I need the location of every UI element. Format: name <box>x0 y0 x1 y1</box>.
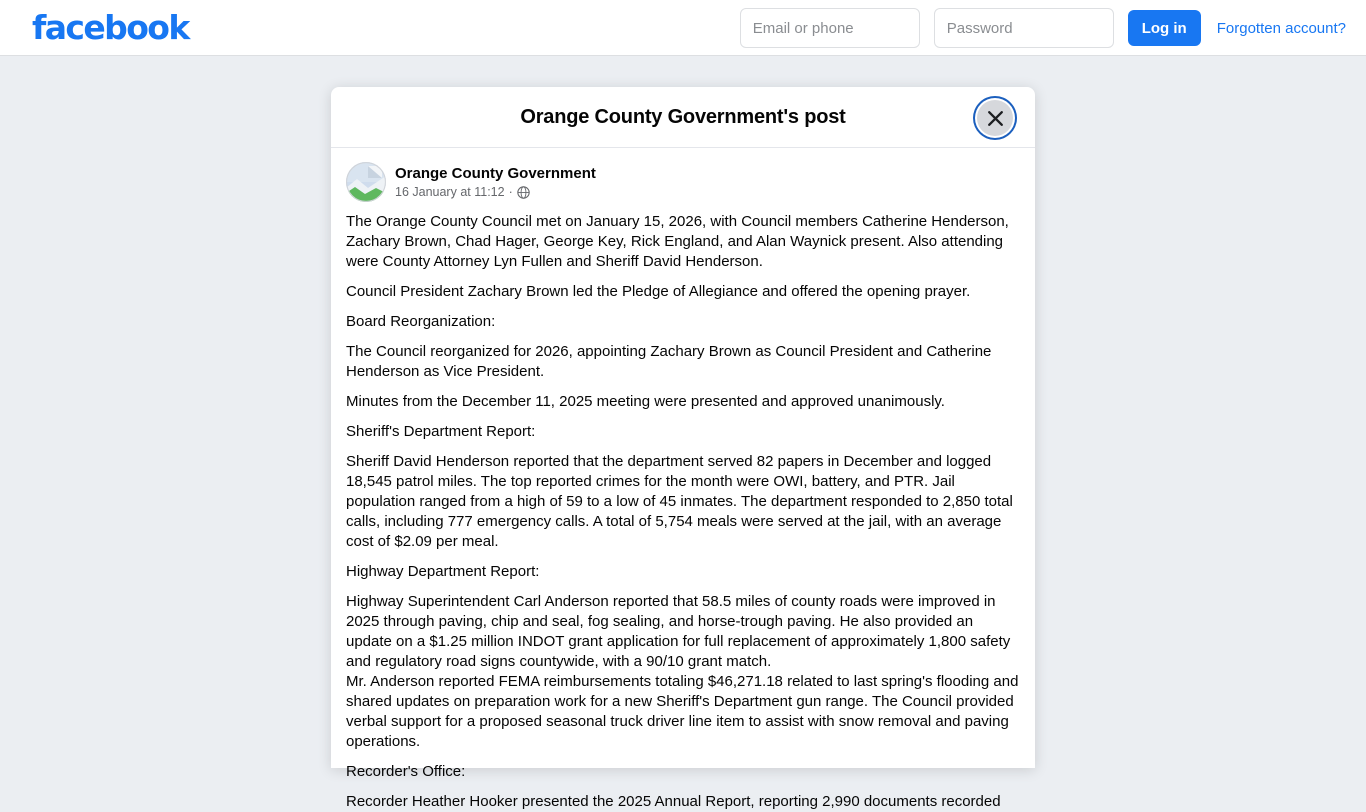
globe-icon <box>517 186 530 199</box>
post-paragraph: Highway Superintendent Carl Anderson reported that 58.5 miles of county roads were improved in 2025 through paving, chip and seal, fog sealing, and horse-trough paving. He also provided an update on a $1.25 million INDOT grant application for full replacement of approximately 1,800 safety and regulatory road signs countywide, with a 90/10 grant match. <box>346 593 1011 670</box>
email-field[interactable] <box>740 8 920 48</box>
facebook-logo[interactable]: facebook <box>32 8 189 47</box>
post-timestamp[interactable]: 16 January at 11:12 <box>395 185 505 199</box>
author-name[interactable]: Orange County Government <box>395 165 596 182</box>
post-paragraph: The Orange County Council met on January 15, 2026, with Council members Catherine Henderson, Zachary Brown, Chad Hager, George Key, Rick England, and Alan Waynick present. Also attending were County Attorney Lyn Fullen and Sheriff David Henderson. <box>346 213 1009 270</box>
post-paragraph: Sheriff's Department Report: <box>346 423 536 440</box>
post-paragraph: The Council reorganized for 2026, appointing Zachary Brown as Council President and Catherine Henderson as Vice President. <box>346 343 992 380</box>
login-button[interactable]: Log in <box>1128 10 1201 46</box>
avatar-image <box>346 162 386 202</box>
post-paragraph: Highway Department Report: <box>346 563 540 580</box>
modal-header <box>331 87 1035 148</box>
post-meta <box>395 184 596 201</box>
post-paragraph: Minutes from the December 11, 2025 meeting were presented and approved unanimously. <box>346 393 945 410</box>
facebook-topbar <box>0 0 1366 56</box>
close-icon <box>987 110 1004 127</box>
post-text <box>345 212 1021 812</box>
login-form <box>740 8 1348 48</box>
post-content <box>331 148 1035 810</box>
password-field[interactable] <box>934 8 1114 48</box>
forgotten-account-link[interactable]: Forgotten account? <box>1216 19 1346 37</box>
modal-title: Orange County Government's post <box>520 105 846 128</box>
meta-separator: · <box>508 185 513 199</box>
post-author-row <box>345 162 1021 202</box>
post-paragraph-recorder-clipped: Recorder Heather Hooker presented the 2025 Annual Report, reporting 2,990 documents recorded <box>346 793 1001 810</box>
post-paragraph-recorder-heading: Recorder's Office: <box>346 763 466 780</box>
close-button[interactable] <box>977 100 1013 136</box>
post-paragraph-fema: Mr. Anderson reported FEMA reimbursements totaling $46,271.18 related to last spring's flooding and shared updates on preparation work for a new Sheriff's Department gun range. The Council provided verbal support for a proposed seasonal truck driver line item to assist with snow removal and paving operations. <box>346 673 1019 750</box>
post-modal <box>331 87 1035 810</box>
post-paragraph: Sheriff David Henderson reported that the department served 82 papers in December and logged 18,545 patrol miles. The top reported crimes for the month were OWI, battery, and PTR. Jail population ranged from a high of 59 to a low of 45 inmates. The department responded to 2,850 total calls, including 777 emergency calls. A total of 5,754 meals were served at the jail, with an average cost of $2.09 per meal. <box>346 453 1013 550</box>
post-paragraph: Board Reorganization: <box>346 313 496 330</box>
avatar[interactable] <box>346 162 386 202</box>
post-paragraph: Council President Zachary Brown led the Pledge of Allegiance and offered the opening prayer. <box>346 283 971 300</box>
author-meta <box>395 162 596 201</box>
